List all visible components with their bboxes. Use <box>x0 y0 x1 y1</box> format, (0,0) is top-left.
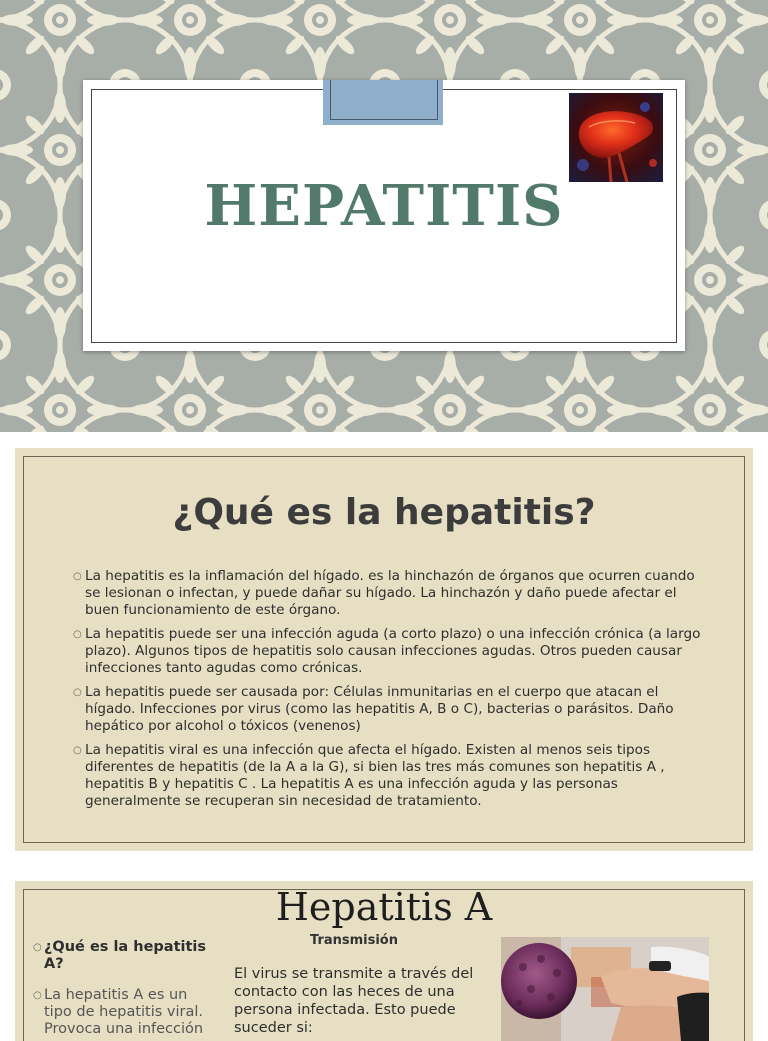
transmission-text: El virus se transmite a través del contacto con las heces de una persona infectada. Esto puede suceder si: <box>234 966 474 1036</box>
bullet-circle-icon: ○ <box>33 942 42 953</box>
virus-and-hands-photo-icon <box>501 937 709 1041</box>
title-card <box>83 80 685 351</box>
hepatitis-a-slide <box>15 881 753 1041</box>
bullet-circle-icon: ○ <box>73 629 82 640</box>
slide-title: HEPATITIS <box>204 173 564 239</box>
bullet-circle-icon: ○ <box>33 990 42 1001</box>
liver-illustration-icon <box>569 93 663 182</box>
bullet-list <box>73 568 703 817</box>
bullet-circle-icon: ○ <box>73 687 82 698</box>
list-item: ○ La hepatitis A es un tipo de hepatitis viral. Provoca una infección <box>33 987 204 1037</box>
list-item: ○ ¿Qué es la hepatitis A? <box>33 939 207 972</box>
bullet-circle-icon: ○ <box>73 571 82 582</box>
title-slide <box>0 0 768 432</box>
definition-slide <box>15 448 753 851</box>
slide-heading: ¿Qué es la hepatitis? <box>172 492 596 533</box>
title-tab-decoration <box>323 80 443 125</box>
list-item: ○ La hepatitis puede ser una infección aguda (a corto plazo) o una infección crónica (a largo plazo). Algunos tipos de hepatitis solo causan infecciones agudas. Otros pueden causar infecciones tanto agudas como crónicas. <box>73 626 701 676</box>
bullet-circle-icon: ○ <box>73 745 82 756</box>
left-column <box>33 939 213 1038</box>
slide-heading: Hepatitis A <box>275 885 493 929</box>
list-item: ○ La hepatitis puede ser causada por: Células inmunitarias en el cuerpo que atacan el hígado. Infecciones por virus (como las hepatitis A, B o C), bacterias o parásitos. Daño hepático por alcohol o tóxicos (venenos) <box>73 684 674 734</box>
list-item: ○ La hepatitis es la inflamación del hígado. es la hinchazón de órganos que ocurren cuando se lesionan o infectan, y puede dañar su hígado. La hinchazón y daño puede afectar el buen funcionamiento de este órgano. <box>73 568 695 618</box>
transmission-heading: Transmisión <box>310 933 398 948</box>
list-item: ○ La hepatitis viral es una infección que afecta el hígado. Existen al menos seis tipos diferentes de hepatitis (de la A a la G), si bien las tres más comunes son hepatitis A , hepatitis B y hepatitis C . La hepatitis A es una infección aguda y las personas generalmente se recuperan sin necesidad de tratamiento. <box>73 742 665 809</box>
